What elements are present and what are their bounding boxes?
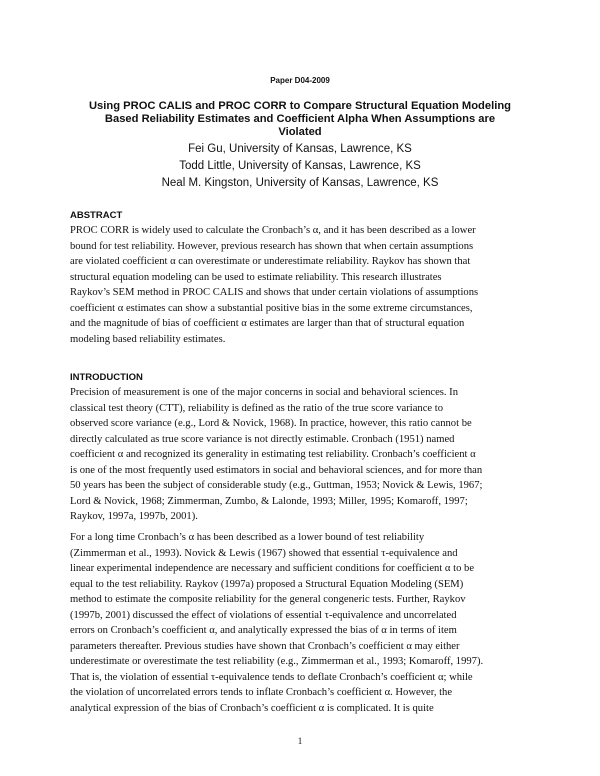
abstract-line: are violated coefficient α can overestimate or underestimate reliability. Raykov has shown that xyxy=(70,256,471,267)
introduction-paragraph-2 xyxy=(70,530,540,716)
intro-line: Raykov, 1997a, 1997b, 2001). xyxy=(70,511,198,522)
abstract-heading: ABSTRACT xyxy=(70,210,123,221)
author: Todd Little, University of Kansas, Lawrence, KS xyxy=(179,160,421,172)
intro-line: Lord & Novick, 1968; Zimmerman, Zumbo, & Lalonde, 1993; Miller, 1995; Komaroff, 1997; xyxy=(70,495,468,507)
intro-line: observed score variance (e.g., Lord & Novick, 1968). In practice, however, this ratio cannot be xyxy=(70,418,472,429)
title-line: Using PROC CALIS and PROC CORR to Compare Structural Equation Modeling xyxy=(88,100,512,112)
intro-line: is one of the most frequently used estimators in social and behavioral sciences, and for more than xyxy=(70,464,483,476)
introduction-paragraph-1 xyxy=(70,385,540,525)
abstract-line: structural equation modeling can be used to estimate reliability. This research illustrates xyxy=(70,271,442,283)
intro-line: directly calculated as true score variance is not directly estimable. Cronbach (1951) named xyxy=(70,433,455,445)
intro-line: (1997b, 2001) discussed the effect of violations of essential τ-equivalence and uncorrelated xyxy=(70,609,457,621)
abstract-paragraph xyxy=(70,223,540,347)
abstract-line: bound for test reliability. However, previous research has shown that when certain assumptions xyxy=(70,240,474,252)
author: Neal M. Kingston, University of Kansas, Lawrence, KS xyxy=(161,177,439,189)
intro-line: (Zimmerman et al., 1993). Novick & Lewis (1967) showed that essential τ-equivalence and xyxy=(70,547,458,559)
author-list xyxy=(0,141,600,192)
intro-line: parameters thereafter. Previous studies have shown that Cronbach’s coefficient α may either xyxy=(70,640,460,652)
abstract-line: PROC CORR is widely used to calculate the Cronbach’s α, and it has been described as a lower xyxy=(70,225,476,236)
intro-line: equal to the test reliability. Raykov (1997a) proposed a Structural Equation Modeling (SEM) xyxy=(70,578,464,590)
paper-title xyxy=(70,100,530,139)
intro-line: For a long time Cronbach’s α has been described as a lower bound of test reliability xyxy=(70,532,425,543)
abstract-line: Raykov’s SEM method in PROC CALIS and shows that under certain violations of assumptions xyxy=(70,287,479,298)
intro-line: errors on Cronbach’s coefficient α, and analytically expressed the bias of α in terms of item xyxy=(70,625,457,636)
title-line: Violated xyxy=(278,126,322,138)
abstract-line: and the magnitude of bias of coefficient α estimates are larger than that of structural equation xyxy=(70,318,465,329)
title-line: Based Reliability Estimates and Coefficient Alpha When Assumptions are xyxy=(104,113,496,125)
intro-line: classical test theory (CTT), reliability is defined as the ratio of the true score variance to xyxy=(70,402,443,414)
paper-id: Paper D04-2009 xyxy=(270,76,330,85)
introduction-heading: INTRODUCTION xyxy=(70,372,143,383)
author: Fei Gu, University of Kansas, Lawrence, KS xyxy=(188,143,412,155)
abstract-line: modeling based reliability estimates. xyxy=(70,333,226,345)
intro-line: 50 years has been the subject of considerable study (e.g., Guttman, 1953; Novick & Lewis, 1967; xyxy=(70,480,483,491)
intro-line: Precision of measurement is one of the major concerns in social and behavioral sciences. In xyxy=(70,387,459,398)
intro-line: coefficient α and recognized its generality in estimating test reliability. Cronbach’s coefficient α xyxy=(70,449,476,460)
intro-line: linear experimental independence are necessary and sufficient conditions for coefficient α to be xyxy=(70,563,475,574)
intro-line: underestimate or overestimate the test reliability (e.g., Zimmerman et al., 1993; Komaroff, 1997). xyxy=(70,656,484,667)
abstract-line: coefficient α estimates can show a substantial positive bias in the some extreme circumstances, xyxy=(70,302,473,314)
intro-line: the violation of uncorrelated errors tends to inflate Cronbach’s coefficient α. However, the xyxy=(70,687,453,698)
intro-line: analytical expression of the bias of Cronbach’s coefficient α is complicated. It is quite xyxy=(70,702,434,714)
page-number: 1 xyxy=(297,736,303,746)
intro-line: That is, the violation of essential τ-equivalence tends to deflate Cronbach’s coefficient α; while xyxy=(70,671,473,683)
intro-line: method to estimate the composite reliability for the general congeneric tests. Further, Raykov xyxy=(70,594,466,605)
